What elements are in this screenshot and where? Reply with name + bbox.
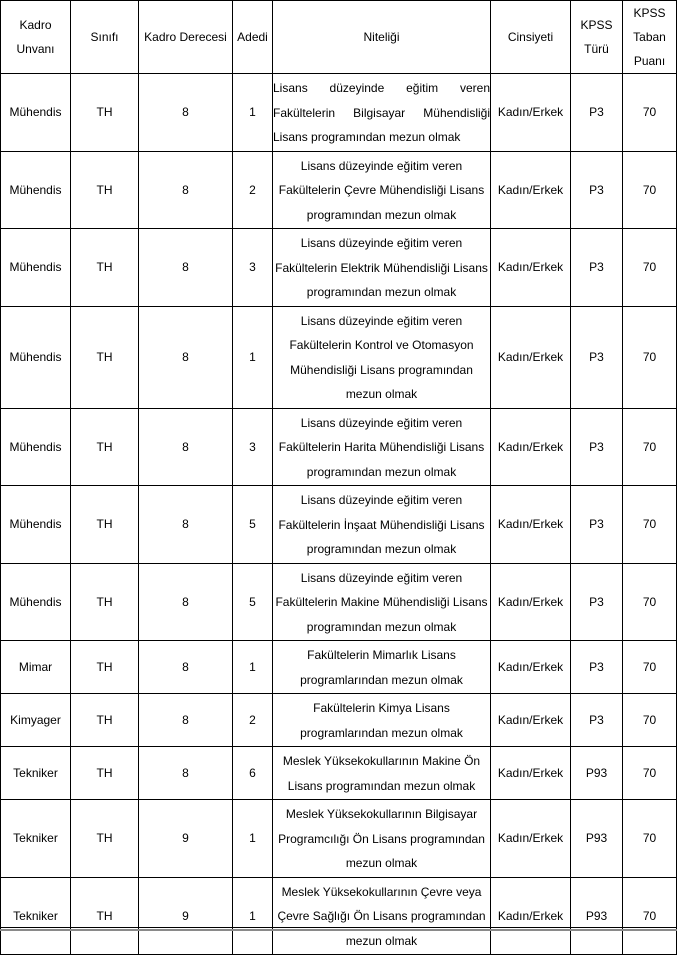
cell-kadro-unvani: Mühendis <box>1 563 71 641</box>
bottom-rule <box>0 927 677 928</box>
cell-kadro-unvani: Tekniker <box>1 747 71 800</box>
cell-kadro-unvani: Mühendis <box>1 151 71 229</box>
cell-sinifi: TH <box>71 306 139 408</box>
cell-sinifi: TH <box>71 74 139 152</box>
cell-kpss-taban-puani: 70 <box>623 229 677 307</box>
nitelik-text: Lisans düzeyinde eğitim veren Fakültelerin Bilgisayar Mühendisliği Lisans programından mezun olmak <box>273 81 490 144</box>
cell-adedi: 5 <box>233 486 273 564</box>
table-row <box>1 641 677 694</box>
cell-kadro-derecesi: 9 <box>139 800 233 878</box>
cell-kpss-taban-puani: 70 <box>623 306 677 408</box>
cell-kpss-turu: P3 <box>571 408 623 486</box>
cell-adedi: 2 <box>233 151 273 229</box>
cell-niteligi <box>273 229 491 307</box>
cell-kadro-derecesi: 8 <box>139 641 233 694</box>
cell-sinifi: TH <box>71 877 139 955</box>
cell-kpss-turu: P93 <box>571 800 623 878</box>
header-kpss-turu: KPSS Türü <box>571 1 623 74</box>
table-row <box>1 306 677 408</box>
cell-cinsiyeti: Kadın/Erkek <box>491 306 571 408</box>
nitelik-text: Meslek Yüksekokullarının Makine Ön Lisans programından mezun olmak <box>282 754 481 793</box>
cell-kpss-turu: P93 <box>571 877 623 955</box>
cell-cinsiyeti: Kadın/Erkek <box>491 229 571 307</box>
cell-adedi: 6 <box>233 747 273 800</box>
cell-niteligi <box>273 694 491 747</box>
table-row <box>1 229 677 307</box>
cell-kadro-derecesi: 8 <box>139 486 233 564</box>
cell-kpss-turu: P3 <box>571 641 623 694</box>
nitelik-text: Fakültelerin Mimarlık Lisans programlarından mezun olmak <box>300 648 463 687</box>
cell-cinsiyeti: Kadın/Erkek <box>491 747 571 800</box>
nitelik-text: Fakültelerin Kimya Lisans programlarından mezun olmak <box>300 701 463 740</box>
cell-kadro-unvani: Mühendis <box>1 486 71 564</box>
cell-kadro-derecesi: 8 <box>139 408 233 486</box>
table-row <box>1 563 677 641</box>
cell-kadro-derecesi: 8 <box>139 229 233 307</box>
table-row <box>1 877 677 955</box>
cell-adedi: 1 <box>233 306 273 408</box>
cell-sinifi: TH <box>71 486 139 564</box>
header-row <box>1 1 677 74</box>
cell-kpss-turu: P93 <box>571 747 623 800</box>
cell-kpss-taban-puani: 70 <box>623 74 677 152</box>
cell-kpss-taban-puani: 70 <box>623 408 677 486</box>
cell-kpss-taban-puani: 70 <box>623 486 677 564</box>
cell-niteligi <box>273 747 491 800</box>
header-cinsiyeti: Cinsiyeti <box>491 1 571 74</box>
cell-kpss-taban-puani: 70 <box>623 151 677 229</box>
header-kpss-taban-puani: KPSS Taban Puanı <box>623 1 677 74</box>
cell-kadro-derecesi: 8 <box>139 74 233 152</box>
table-row <box>1 747 677 800</box>
cell-kadro-derecesi: 8 <box>139 306 233 408</box>
cell-kpss-turu: P3 <box>571 74 623 152</box>
cell-kpss-turu: P3 <box>571 694 623 747</box>
cell-niteligi <box>273 408 491 486</box>
nitelik-text: Lisans düzeyinde eğitim veren Fakültelerin Kontrol ve Otomasyon Mühendisliği Lisans programından mezun olmak <box>289 313 474 401</box>
nitelik-text: Meslek Yüksekokullarının Çevre veya Çevre Sağlığı Ön Lisans programından mezun olmak <box>277 884 486 948</box>
cell-kpss-turu: P3 <box>571 563 623 641</box>
cell-kpss-turu: P3 <box>571 486 623 564</box>
cell-kadro-derecesi: 8 <box>139 563 233 641</box>
cell-sinifi: TH <box>71 151 139 229</box>
cell-kpss-taban-puani: 70 <box>623 800 677 878</box>
cell-cinsiyeti: Kadın/Erkek <box>491 563 571 641</box>
header-kadro-unvani: Kadro Unvanı <box>1 1 71 74</box>
cell-kadro-unvani: Mühendis <box>1 229 71 307</box>
cell-kadro-unvani: Tekniker <box>1 800 71 878</box>
cell-adedi: 1 <box>233 641 273 694</box>
cell-cinsiyeti: Kadın/Erkek <box>491 408 571 486</box>
cell-kpss-turu: P3 <box>571 229 623 307</box>
cell-sinifi: TH <box>71 229 139 307</box>
cell-cinsiyeti: Kadın/Erkek <box>491 800 571 878</box>
nitelik-text: Lisans düzeyinde eğitim veren Fakültelerin İnşaat Mühendisliği Lisans programından mezun olmak <box>278 493 485 556</box>
table-row <box>1 151 677 229</box>
cell-adedi: 1 <box>233 800 273 878</box>
cell-sinifi: TH <box>71 800 139 878</box>
cell-niteligi <box>273 151 491 229</box>
cell-kadro-derecesi: 9 <box>139 877 233 955</box>
table-body <box>1 74 677 955</box>
header-sinifi: Sınıfı <box>71 1 139 74</box>
cell-kpss-turu: P3 <box>571 151 623 229</box>
nitelik-text: Meslek Yüksekokullarının Bilgisayar Programcılığı Ön Lisans programından mezun olmak <box>278 807 485 870</box>
cell-adedi: 3 <box>233 408 273 486</box>
cell-sinifi: TH <box>71 747 139 800</box>
cell-niteligi <box>273 877 491 955</box>
cell-sinifi: TH <box>71 408 139 486</box>
header-niteligi: Niteliği <box>273 1 491 74</box>
table-row <box>1 694 677 747</box>
cell-cinsiyeti: Kadın/Erkek <box>491 641 571 694</box>
cell-sinifi: TH <box>71 563 139 641</box>
cell-kadro-unvani: Mühendis <box>1 74 71 152</box>
table-row <box>1 486 677 564</box>
cell-adedi: 3 <box>233 229 273 307</box>
cell-sinifi: TH <box>71 641 139 694</box>
cell-kadro-derecesi: 8 <box>139 747 233 800</box>
cell-adedi: 1 <box>233 877 273 955</box>
cell-sinifi: TH <box>71 694 139 747</box>
cell-cinsiyeti: Kadın/Erkek <box>491 877 571 955</box>
cell-niteligi <box>273 74 491 152</box>
cell-niteligi <box>273 641 491 694</box>
cell-niteligi <box>273 306 491 408</box>
cell-cinsiyeti: Kadın/Erkek <box>491 486 571 564</box>
cell-cinsiyeti: Kadın/Erkek <box>491 74 571 152</box>
cell-adedi: 1 <box>233 74 273 152</box>
cell-kpss-taban-puani: 70 <box>623 694 677 747</box>
cell-cinsiyeti: Kadın/Erkek <box>491 694 571 747</box>
cell-kadro-unvani: Mimar <box>1 641 71 694</box>
cell-niteligi <box>273 800 491 878</box>
nitelik-text: Lisans düzeyinde eğitim veren Fakültelerin Harita Mühendisliği Lisans programından mezun olmak <box>278 415 485 479</box>
cell-kpss-taban-puani: 70 <box>623 747 677 800</box>
cell-kadro-unvani: Mühendis <box>1 306 71 408</box>
cell-adedi: 5 <box>233 563 273 641</box>
table-row <box>1 74 677 152</box>
cell-kadro-unvani: Tekniker <box>1 877 71 955</box>
cell-kpss-taban-puani: 70 <box>623 877 677 955</box>
cell-kadro-unvani: Kimyager <box>1 694 71 747</box>
cell-kpss-taban-puani: 70 <box>623 641 677 694</box>
header-kadro-derecesi: Kadro Derecesi <box>139 1 233 74</box>
cell-kadro-derecesi: 8 <box>139 694 233 747</box>
cell-cinsiyeti: Kadın/Erkek <box>491 151 571 229</box>
cell-kpss-turu: P3 <box>571 306 623 408</box>
cell-niteligi <box>273 486 491 564</box>
header-adedi: Adedi <box>233 1 273 74</box>
table-row <box>1 408 677 486</box>
nitelik-text: Lisans düzeyinde eğitim veren Fakültelerin Makine Mühendisliği Lisans programından mezun olmak <box>275 570 488 634</box>
cell-adedi: 2 <box>233 694 273 747</box>
cell-kadro-unvani: Mühendis <box>1 408 71 486</box>
nitelik-text: Lisans düzeyinde eğitim veren Fakültelerin Elektrik Mühendisliği Lisans programından mezun olmak <box>275 236 488 299</box>
table-row <box>1 800 677 878</box>
cell-kpss-taban-puani: 70 <box>623 563 677 641</box>
nitelik-text: Lisans düzeyinde eğitim veren Fakültelerin Çevre Mühendisliği Lisans programından mezun olmak <box>278 158 485 222</box>
cell-kadro-derecesi: 8 <box>139 151 233 229</box>
cell-niteligi <box>273 563 491 641</box>
